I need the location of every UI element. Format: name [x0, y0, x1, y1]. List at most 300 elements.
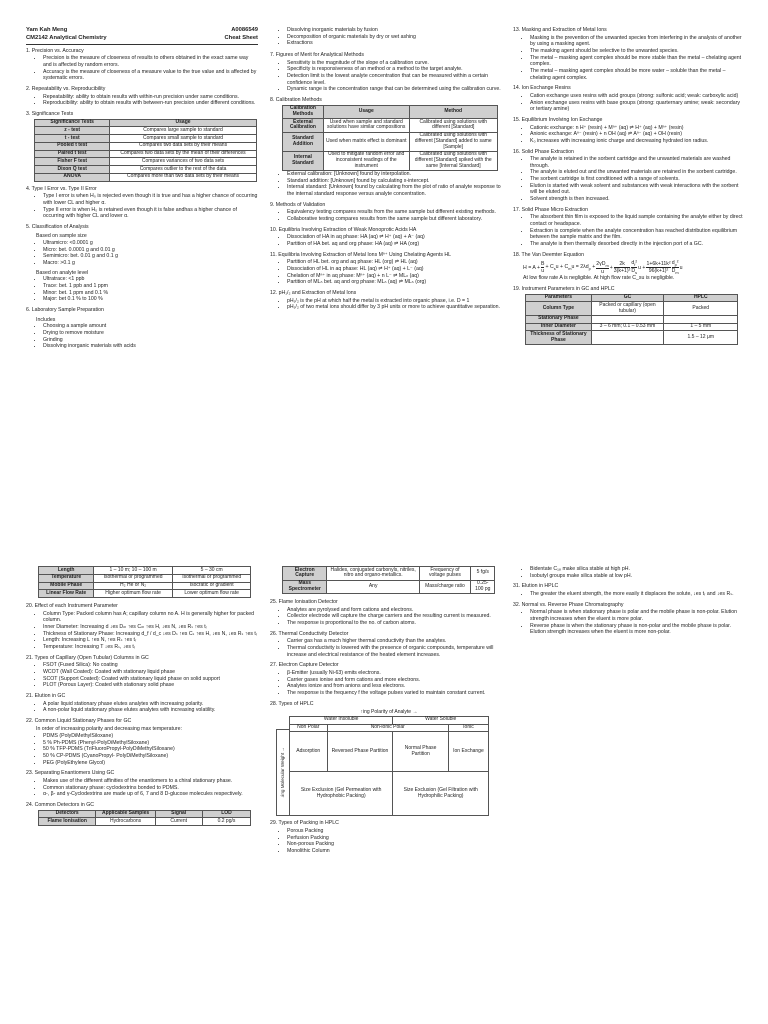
list-item: • Semimicro: bet. 0.01 g and 0.1 g: [43, 253, 258, 260]
section-5: [26, 224, 258, 303]
list-item: • The absorbent thin film is exposed to the liquid sample containing the analyte either by direct contact or headspace.: [530, 214, 745, 227]
list-item: • Carrier gases ionise and form cations and more electrons.: [287, 677, 502, 684]
header-row-1: [26, 27, 258, 35]
table-cell: Compares outlier to the rest of the data: [110, 166, 256, 174]
list-item: • Partition of MLₙ bet. aq and org phase: MLₙ (aq) ⇌ MLₙ (org): [287, 279, 502, 286]
list-item: • α-, β- and γ-Cyclodextrins are made up of 6, 7 and 8 D-glucose molecules respectively.: [43, 791, 258, 798]
table-cell: 3 – 6 mm; 0.1 – 0.53 mm: [591, 323, 663, 331]
list-item: • The analyte is eluted out and the unwanted materials are retained in the sorbent cartridge.: [530, 169, 745, 176]
list-item: • Perfusion Packing: [287, 835, 502, 842]
table-cell: Current: [155, 818, 202, 826]
section-title: 23. Separating Enantiomers Using GC: [26, 770, 115, 777]
section-title: 7. Figures of Merit for Analytical Methods: [270, 51, 364, 58]
bullet-list: [513, 125, 745, 145]
list-item: • 50 % CP-PDMS (CyanoPropyl- PolyDiMethylSiloxane): [43, 753, 258, 760]
section-title: 8. Calibration Methods: [270, 96, 322, 103]
list-item: • The masking agent should be selective to the unwanted species.: [530, 48, 745, 55]
list-item: • Thickness of Stationary Phase: Increasing d_f / d_c ↓es Dₛ ↑es Cₛ ↑es H, ↓es N, ↓es Rₛ ↑es tᵣ: [43, 631, 258, 638]
list-item: • 5 % Ph-PDMS (Phenyl-PolyDiMethylSiloxane): [43, 740, 258, 747]
section-title: 21. Elution in GC: [26, 692, 66, 699]
bullet-list: [513, 609, 745, 636]
table-cell: Calibrated using solutions with different [Standard]: [409, 119, 497, 133]
table-header: Usage: [323, 105, 409, 119]
sections-20-23: [26, 603, 258, 798]
list-item: • The sorbent cartridge is first conditioned with a range of solvents.: [530, 176, 745, 183]
student-id: A0086549: [231, 27, 258, 33]
section: [513, 583, 745, 597]
list-item: • Type II error is when H₀ is retained even though it is false andhas a higher chance of occurring with higher CL and lower α.: [43, 207, 258, 220]
table-cell: Used when matrix effect is dominant: [323, 132, 409, 151]
table-cell: Packed: [664, 302, 738, 316]
list-item: • Carrier gas has a much higher thermal conductivity than the analytes.: [287, 638, 502, 645]
list-item: • Choosing a sample amount: [43, 323, 258, 330]
list-item: • Cation exchange uses resins with acid groups (strong: sulfonic acid; weak: carboxylic acid): [530, 93, 745, 100]
section: [513, 85, 745, 113]
list-item: • Repeatability: ability to obtain results with within-run precision under same conditions.: [43, 94, 258, 101]
section-title: 14. Ion Exchange Resins: [513, 85, 571, 92]
list-item: • Grinding: [43, 337, 258, 344]
list-item: • Analytes ionize and from anions and less electrons.: [287, 683, 502, 690]
sections-25-27: [270, 599, 502, 697]
hplc-type-cell: Size Exclusion (Gel Filtration with Hydrophilic Packing): [393, 772, 489, 816]
hplc-type-cell: Ion Exchange: [448, 732, 488, 772]
sections-1-2: [26, 48, 258, 107]
table-cell: Higher optimum flow rate: [94, 590, 173, 598]
table-row: [283, 580, 495, 594]
list-item: • Porous Packing: [287, 828, 502, 835]
section-8: [270, 97, 502, 198]
hplc-type-cell: Size Exclusion (Gel Permeation with Hydrophobic Packing): [290, 772, 393, 816]
bullet-list: [26, 276, 258, 303]
polarity-axis-label: ↑ing Polarity of Analyte →: [290, 709, 489, 716]
table-header: Applicable Samples: [96, 810, 155, 818]
bullet-list: [270, 209, 502, 222]
hplc-types-table: [289, 709, 489, 816]
section: [513, 27, 745, 81]
instrument-parameters-table: [525, 294, 738, 345]
list-item: • Normal phase is when stationary phase is polar and the mobile phase is non-polar. Elution strength increases when the eluent is more polar.: [530, 609, 745, 622]
list-item: • Chelation of Mⁿ⁺ in aq phase: Mⁿ⁺ (aq) + n L⁻ ⇌ MLₙ (aq): [287, 273, 502, 280]
hplc-types-diagram: [276, 709, 502, 816]
table-cell: Electron Capture: [283, 567, 327, 581]
list-item: • Bidentate C₁₈ make silica stable at high pH.: [530, 566, 745, 573]
bullet-list: [270, 638, 502, 658]
gc-detectors-table-continued: [282, 566, 495, 594]
list-item: • Dissolving inorganic materials by fusion: [287, 27, 502, 34]
table-row: [39, 567, 251, 575]
table-cell: Dixon Q test: [35, 166, 110, 174]
list-item: • The metal – masking agent complex should be more water – soluble than the metal – chelating agent complex.: [530, 68, 745, 81]
section: [26, 186, 258, 220]
list-item: • Precision is the measure of closeness of results to others obtained in the exact same way and is affected by random errors.: [43, 55, 258, 68]
header-cell: Ionic: [448, 724, 488, 732]
bullet-list: [26, 193, 258, 220]
section-title: 6. Laboratory Sample Preparation: [26, 307, 104, 314]
table-header: Detectors: [39, 810, 96, 818]
section-7: [270, 52, 502, 93]
table-cell: 1.5 – 12 μm: [664, 331, 738, 345]
list-item: • Sensitivity is the magnitude of the slope of a calibration curve.: [287, 60, 502, 67]
table-header: Usage: [110, 119, 256, 127]
section-title: 11. Equilibria Involving Extraction of Metal Ions Mⁿ⁺ Using Chelating Agents HL: [270, 251, 451, 258]
section: [270, 252, 502, 286]
table-row: [39, 818, 251, 826]
table-cell: [664, 315, 738, 323]
list-item: • Micro: bet. 0.0001 g and 0.01 g: [43, 247, 258, 254]
table-row: [35, 158, 257, 166]
table-cell: Fisher F test: [35, 158, 110, 166]
list-item: • A polar liquid stationary phase elutes analytes with increasing polarity.: [43, 701, 258, 708]
paragraph: In order of increasing polarity and decreasing max temperature:: [36, 725, 182, 732]
section: [270, 820, 502, 854]
list-item: • A non-polar liquid stationary phase elutes analytes with increasing volatility.: [43, 707, 258, 714]
list-item: • Temperature: Increasing T ↓es Rₛ, ↓es tᵣ: [43, 644, 258, 651]
table-cell: Any: [327, 580, 419, 594]
table-cell: Used when sample and standard solutions have similar compositions: [323, 119, 409, 133]
list-item: • 50 % TFP-PDMS (TriFluoroPropyl-PolyDiMethylSiloxane): [43, 746, 258, 753]
list-item: • The response is proportional to the no. of carbon atoms.: [287, 620, 502, 627]
section-title: 4. Type I Error vs. Type II Error: [26, 185, 97, 192]
molecular-weight-axis: [276, 729, 289, 816]
section: [26, 48, 258, 82]
list-item: • The greater the eluent strength, the more easily it displaces the solute, ↓es tᵣ and ↓es Rₛ.: [530, 591, 745, 598]
table-cell: 1 – 5 mm: [664, 323, 738, 331]
section: [270, 202, 502, 223]
bullet-list: [513, 35, 745, 82]
table-cell: Isothermal or programmed: [94, 574, 173, 582]
list-item: • Solvent strength is then increased.: [530, 196, 745, 203]
bullet-list: [513, 156, 745, 203]
list-item: • The metal – masking agent complex should be more stable than the metal – chelating agent complex.: [530, 55, 745, 68]
section-title: 24. Common Detectors in GC: [26, 802, 95, 809]
table-header: Method: [409, 105, 497, 119]
section: [270, 631, 502, 659]
list-item: • Dissolving inorganic materials with acids: [43, 343, 258, 350]
list-item: • Detection limit is the lowest analyte concentration that can be measured within a certain confidence level.: [287, 73, 502, 86]
column-2: [270, 27, 502, 522]
list-item: • Makes use of the different affinities of the enantiomers to a chiral stationary phase.: [43, 778, 258, 785]
list-item: • Thermal conductivity is lowered with the presence of organic compounds, temperature will increase and electrical resistance of the heated element increases.: [287, 645, 502, 658]
section-title: 5. Classification of Analysis: [26, 223, 89, 230]
table-cell: Thickness of Stationary Phase: [526, 331, 592, 345]
section-title: 12. pH₁/₂ and Extraction of Metal Ions: [270, 289, 357, 296]
section-title: 22. Common Liquid Stationary Phases for GC: [26, 717, 132, 724]
list-item: • PEG (PolyEthylene Glycol): [43, 760, 258, 767]
table-cell: Column Type: [526, 302, 592, 316]
table-cell: Isothermal or programmed: [172, 574, 251, 582]
list-item: • Internal standard: [Unknown] found by calculating from the plot of ratio of analyte response to the internal standard response versus analyte concentration.: [287, 184, 502, 197]
table-header: LOD: [202, 810, 251, 818]
header-cell: Water Insoluble: [290, 716, 393, 724]
list-item: • The analyte is retained in the sorbent cartridge and the unwanted materials are washed through.: [530, 156, 745, 169]
list-item: • Reproducibility: ability to obtain results with between-run precision under different conditions.: [43, 100, 258, 107]
table-cell: Calibrated using solutions with different [Standard] added to same [Sample]: [409, 132, 497, 151]
list-item: • The response is the frequency f the voltage pulses varied to maintain constant current.: [287, 690, 502, 697]
table-row: [35, 150, 257, 158]
table-row: [35, 127, 257, 135]
list-item: • Decomposition of organic materials by dry or wet ashing: [287, 34, 502, 41]
table-cell: Standard Addition: [283, 132, 324, 151]
bullet-list: [270, 670, 502, 697]
table-header: Parameters: [526, 294, 592, 302]
header-cell: Non-ionic Polar: [327, 724, 448, 732]
section-title: 27. Electron Capture Detector: [270, 662, 339, 669]
table-cell: Paired t test: [35, 150, 110, 158]
table-cell: Packed or capillary (open tubular): [591, 302, 663, 316]
list-item: • Dissociation of HA in aq phase: HA (aq) ⇌ H⁺ (aq) + A⁻ (aq): [287, 234, 502, 241]
list-item: • Extractions: [287, 40, 502, 47]
list-item: • Length: Increasing L ↑es N, ↑es Rₛ ↑es tᵣ: [43, 637, 258, 644]
table-row: [283, 119, 498, 133]
table-cell: Internal Standard: [283, 151, 324, 170]
section-18: [513, 252, 745, 282]
table-cell: Hydrocarbons: [96, 818, 155, 826]
list-item: • Dynamic range is the concentration range that can be determined using the calibration curve.: [287, 86, 502, 93]
significance-tests-table: [34, 119, 257, 182]
list-item: • Cationic exchange: n H⁺ (resin) + Mⁿ⁺ (aq) ⇌ H⁺ (aq) + Mⁿ⁺ (resin): [530, 125, 745, 132]
author-name: Yam Kah Meng: [26, 27, 68, 33]
table-cell: 5 fg/s: [471, 567, 495, 581]
hplc-type-cell: Reversed Phase Partition: [327, 732, 393, 772]
sections-13-17: [513, 27, 745, 248]
section: [513, 602, 745, 636]
table-row: [526, 331, 738, 345]
bullet-list: [26, 240, 258, 267]
bullet-list: [270, 828, 502, 855]
list-item: • β-Emitter (usually Ni-63) emits electrons.: [287, 670, 502, 677]
table-cell: Flame Ionisation: [39, 818, 96, 826]
list-item: • Anionic exchange: Aⁿ⁻ (resin) + n OH (aq) ⇌ Aⁿ⁻ (aq) + OH (resin): [530, 131, 745, 138]
section: [270, 227, 502, 248]
table-cell: 5 – 30 cm: [172, 567, 251, 575]
table-row: [526, 315, 738, 323]
table-cell: 0.2 pg/s: [202, 818, 251, 826]
list-item: • Analytes are pyrolysed and form cations and electrons.: [287, 607, 502, 614]
list-item: • Extraction is complete when the analyte concentration has reached distribution equilibrium between the sample matrix and the film.: [530, 228, 745, 241]
bullet-list: [270, 60, 502, 93]
section-title: 10. Equilibria Involving Extraction of Weak Monoprotic Acids HA: [270, 226, 417, 233]
list-item: • Trace: bet. 1 ppb and 1 ppm: [43, 283, 258, 290]
table-cell: Compares two data sets by their means: [110, 142, 256, 150]
list-item: • Common stationary phase: cyclodextrins bonded to PDMS.: [43, 785, 258, 792]
list-item: • PLOT (Porous Layer): Coated with stationary solid phase: [43, 682, 258, 689]
list-item: • K₀ increases with increasing ionic charge and decreasing hydrated ion radius.: [530, 138, 745, 145]
table-cell: Compares large sample to standard: [110, 127, 256, 135]
table-cell: Length: [39, 567, 94, 575]
bullet-list: [26, 701, 258, 714]
table-cell: t - test: [35, 135, 110, 143]
table-cell: [591, 331, 663, 345]
bullet-list: [26, 662, 258, 689]
section-title: 13. Masking and Extraction of Metal Ions: [513, 27, 607, 33]
list-item: • pH₁/₂ of two metal ions should differ by 3 pH units or more to achieve quantitative separation.: [287, 304, 502, 311]
calibration-methods-table: [282, 105, 498, 172]
list-item: • Ultratrace: <1 ppb: [43, 276, 258, 283]
list-item: • Partition of HL bet. org and aq phase: HL (org) ⇌ HL (aq): [287, 259, 502, 266]
section-title: 29. Types of Packing in HPLC: [270, 820, 339, 827]
list-item: • External calibration: [Unknown] found by interpolation.: [287, 171, 502, 178]
list-item: • Masking is the prevention of the unwanted species from interfering in the analysis of another by using a masking agent.: [530, 35, 745, 48]
bullet-list: [270, 171, 502, 198]
table-row: [283, 567, 495, 581]
bullet-list: [513, 591, 745, 598]
section-title: 32. Normal vs. Reverse Phase Chromatography: [513, 601, 624, 608]
table-header: Calibration Methods: [283, 105, 324, 119]
section-title: 19. Instrument Parameters in GC and HPLC: [513, 286, 615, 293]
table-row: [39, 582, 251, 590]
sections-30-32: [513, 566, 745, 636]
section-title: 2. Repeatability vs. Reproducibility: [26, 85, 106, 92]
axis-label: ↓ing Molecular Weight →: [280, 747, 286, 799]
list-item: • Minor: bet. 1 ppm and 0.1 %: [43, 290, 258, 297]
table-header: Significance Tests: [35, 119, 110, 127]
list-item: • SCOT (Support Coated): Coated with stationary liquid phase on solid support: [43, 676, 258, 683]
bullet-list: [26, 778, 258, 798]
table-cell: Calibrated using solutions with different [Standard] spiked with the same [Internal Standard]: [409, 151, 497, 170]
table-cell: [591, 315, 663, 323]
list-item: • Accuracy is the measure of closeness of a measure value to the true value and is affected by systematic errors.: [43, 69, 258, 82]
table-cell: Mass Spectrometer: [283, 580, 327, 594]
section: [270, 52, 502, 93]
table-header: Signal: [155, 810, 202, 818]
section: [26, 86, 258, 107]
table-cell: Compares variances of two data sets: [110, 158, 256, 166]
section-title: 16. Solid Phase Extraction: [513, 148, 574, 155]
list-item: • Collector electrode will capture the charge carriers and the resulting current is measured.: [287, 613, 502, 620]
header-row-2: [26, 35, 258, 43]
header-cell: Water Soluble: [393, 716, 489, 724]
bullet-list: [513, 566, 745, 579]
section: [26, 693, 258, 714]
document-type: Cheat Sheet: [224, 34, 258, 41]
section-title: 3. Significance Tests: [26, 110, 74, 117]
paragraph: At low flow rate A is negligible. At high flow rate C_su is negligible.: [523, 275, 675, 282]
section-19: [513, 286, 745, 345]
course-title: CM2142 Analytical Chemistry: [26, 34, 107, 41]
list-item: • pH₁/₂ is the pH at which half the metal is extracted into organic phase, i.e. D = 1: [287, 298, 502, 305]
hplc-type-cell: Adsorption: [290, 732, 328, 772]
section: [513, 207, 745, 248]
paragraph: Based on sample size: [36, 233, 87, 240]
list-item: • Isobutyl groups make silica stable at low pH.: [530, 573, 745, 580]
list-item: • Partition of HA bet. aq and org phase: HA (aq) ⇌ HA (org): [287, 241, 502, 248]
bullet-list: [26, 94, 258, 107]
section: [270, 662, 502, 696]
table-row: [283, 151, 498, 170]
section: [26, 655, 258, 689]
table-row: [39, 574, 251, 582]
paragraph: Includes: [36, 316, 56, 323]
table-row: [526, 323, 738, 331]
list-item: • Dissociation of HL in aq phase: HL (aq) ⇌ H⁺ (aq) + L⁻ (aq): [287, 266, 502, 273]
table-cell: Isocratic or gradient: [172, 582, 251, 590]
section-title: 21. Types of Capillary (Open Tubular) Columns in GC: [26, 654, 149, 661]
section: [270, 599, 502, 627]
section: [270, 290, 502, 311]
section-title: 28. Types of HPLC: [270, 700, 314, 707]
list-item: • FSOT (Fused Silica): No coating: [43, 662, 258, 669]
bullet-list: [26, 733, 258, 766]
table-cell: Mobile Phase: [39, 582, 94, 590]
bullet-list: [513, 93, 745, 113]
bullet-list: [26, 611, 258, 651]
gc-detectors-table: [38, 810, 251, 827]
table-row: [35, 142, 257, 150]
bullet-list: [270, 27, 502, 47]
section-4: [26, 186, 258, 220]
section: [26, 770, 258, 798]
column-5: [270, 566, 502, 1024]
van-deemter-equation: H = A + $\frac{B}{u}$ + $C_su + C_mu = 2\lambda d_p$ + $2\gamma D_m$ u + $\frac{2k}{\text{3(k+1)²}}$ $d_f^2$ $D_s$ u + $\frac{\text{1+6k+11k²}}{\text{96(k+1)²}}$ $d_p^2$ $D_m$ u: [523, 260, 683, 276]
table-header: GC: [591, 294, 663, 302]
table-cell: Compares two data sets by the mean of their differences: [110, 150, 256, 158]
table-cell: 0.25-100 pg: [471, 580, 495, 594]
column-1: [26, 27, 258, 522]
section-title: 1. Precision vs. Accuracy: [26, 47, 84, 54]
list-item: • Equivalency testing compares results from the same sample but different existing methods.: [287, 209, 502, 216]
bullet-list: [270, 298, 502, 311]
list-item: • Macro: >0.1 g: [43, 260, 258, 267]
bullet-list: [270, 259, 502, 286]
table-cell: Inner Diameter: [526, 323, 592, 331]
sections-9-12: [270, 202, 502, 311]
list-item: • Non-porous Packing: [287, 841, 502, 848]
list-item: • Drying to remove moisture: [43, 330, 258, 337]
section-title: 20. Effect of each Instrument Parameter: [26, 603, 118, 609]
table-cell: 1 – 10 m; 10 – 100 m: [94, 567, 173, 575]
table-cell: Temperature: [39, 574, 94, 582]
table-cell: Halides, conjugated carbonyls, nitriles, nitro and organo-metallics.: [327, 567, 419, 581]
list-item: • Standard addition: [Unknown] found by calculating x-intercept.: [287, 178, 502, 185]
bullet-list: [26, 55, 258, 82]
table-row: [39, 590, 251, 598]
table-cell: Linear Flow Rate: [39, 590, 94, 598]
table-cell: Stationary Phase: [526, 315, 592, 323]
table-cell: H₂ He or N₂: [94, 582, 173, 590]
table-row: [35, 135, 257, 143]
list-item: • Collaborative testing compares results from the same sample but different laboratory.: [287, 216, 502, 223]
section: [513, 117, 745, 145]
table-row: [526, 302, 738, 316]
table-cell: External Calibration: [283, 119, 324, 133]
list-item: • Column Type: Packed column has A; capillary column no A. H is generally higher for packed column.: [43, 611, 258, 624]
list-item: • Ultramicro: <0.0001 g: [43, 240, 258, 247]
paragraph: Based on analyte level: [36, 269, 89, 276]
header-divider: [26, 44, 258, 45]
section-6: [26, 307, 258, 350]
table-row: [35, 166, 257, 174]
section-title: 15. Equilibrium Involving Ion Exchange: [513, 116, 603, 123]
section: [26, 718, 258, 767]
list-item: • Specificity is responsiveness of an method or a method to the target analyte.: [287, 66, 502, 73]
table-cell: ANOVA: [35, 173, 110, 181]
list-item: • Anion exchange uses resins with base groups (strong: quarternary amine; weak: secondary or tertiary amine): [530, 100, 745, 113]
bullet-list: [26, 323, 258, 350]
list-item: • Major: bet 0.1 % to 100 %: [43, 296, 258, 303]
section-title: 18. The Van Deemter Equation: [513, 251, 585, 258]
table-cell: z - test: [35, 127, 110, 135]
table-row: [35, 173, 257, 181]
section-title: 31. Elution in HPLC: [513, 583, 559, 590]
list-item: • PDMS (PolyDiMethylSiloxane): [43, 733, 258, 740]
section-29: [270, 820, 502, 854]
instrument-parameters-table-continued: [38, 566, 251, 598]
list-item: • Inner Diameter: Increasing d ↓es Dₘ ↑es Cₘ ↑es H, ↓es N, ↓es Rₛ ↑es tᵣ: [43, 624, 258, 631]
header-cell: Non Polar: [290, 724, 328, 732]
bullet-list: [270, 234, 502, 247]
table-cell: Mass/charge ratio: [419, 580, 470, 594]
bullet-list: [270, 607, 502, 627]
